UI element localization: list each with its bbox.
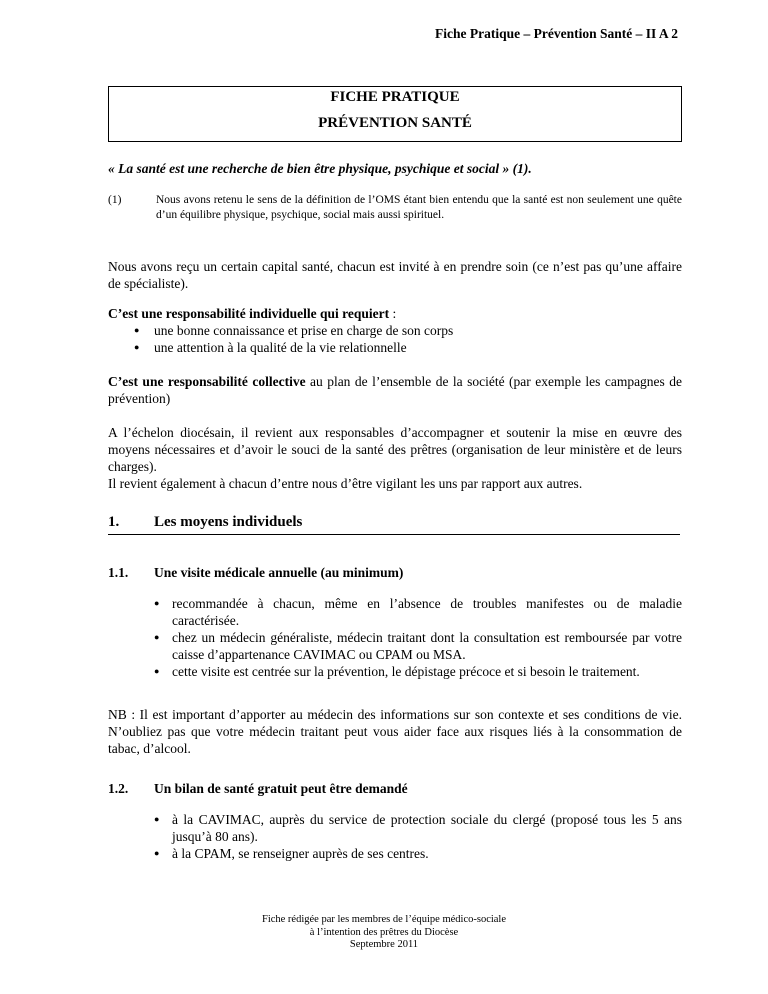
page-header: Fiche Pratique – Prévention Santé – II A 2	[435, 26, 678, 41]
individual-responsibility	[108, 305, 682, 356]
title-line-1: FICHE PRATIQUE	[330, 89, 460, 105]
list-item: ● une attention à la qualité de la vie relationnelle	[108, 339, 682, 356]
footnote	[108, 193, 682, 223]
subsection-number: 1.2.	[108, 781, 129, 796]
list-item: ● à la CAVIMAC, auprès du service de protection sociale du clergé (proposé tous les 5 ans jusqu’à 80 ans).	[154, 811, 682, 845]
subsection-heading-1-2	[108, 781, 408, 797]
footnote-text: Nous avons retenu le sens de la définition de l’OMS étant bien entendu que la santé est non seulement une quête d’un équilibre physique, psychique, social mais aussi spirituel.	[156, 194, 682, 221]
individual-lead-bold: C’est une responsabilité individuelle qui requiert	[108, 306, 390, 321]
subsection-title: Une visite médicale annuelle (au minimum)	[154, 565, 404, 580]
visit-list	[154, 595, 682, 680]
collective-lead-rest: au plan de l’ensemble de la société (par exemple les campagnes de prévention)	[108, 374, 682, 406]
list-item: ● cette visite est centrée sur la prévention, le dépistage précoce et si besoin le traitement.	[154, 663, 682, 680]
collective-lead-bold: C’est une responsabilité collective	[108, 374, 306, 389]
intro-paragraph: Nous avons reçu un certain capital santé, chacun est invité à en prendre soin (ce n’est pas qu’une affaire de spécialiste).	[108, 259, 682, 291]
checkup-list	[154, 811, 682, 862]
footer-line-3: Septembre 2011	[349, 939, 419, 950]
nb-paragraph: NB : Il est important d’apporter au médecin des informations sur son contexte et ses conditions de vie. N’oubliez pas que votre médecin traitant peut vous aider face aux risques liés à la consommation de tabac, d’alcool.	[108, 707, 682, 756]
diocese-paragraph	[108, 424, 682, 492]
subsection-number: 1.1.	[108, 565, 129, 580]
list-item: ● recommandée à chacun, même en l’absence de troubles manifestes ou de maladie caractérisée.	[154, 595, 682, 629]
footer-line-1: Fiche rédigée par les membres de l’équipe médico-sociale	[261, 914, 507, 925]
health-definition-quote: « La santé est une recherche de bien être physique, psychique et social » (1).	[108, 161, 532, 176]
subsection-title: Un bilan de santé gratuit peut être demandé	[154, 781, 408, 796]
section-number: 1.	[108, 514, 120, 530]
collective-responsibility	[108, 373, 682, 407]
diocese-text-2: Il revient également à chacun d’entre nous d’être vigilant les uns par rapport aux autres.	[108, 476, 583, 491]
title-line-2: PRÉVENTION SANTÉ	[318, 115, 472, 131]
list-item: ● chez un médecin généraliste, médecin traitant dont la consultation est remboursée par votre caisse d’appartenance CAVIMAC ou CPAM ou MSA.	[154, 629, 682, 663]
title-box	[108, 86, 682, 142]
footnote-number: (1)	[108, 194, 122, 206]
diocese-text-1: A l’échelon diocésain, il revient aux responsables d’accompagner et soutenir la mise en œuvre des moyens nécessaires et d’avoir le souci de la santé des prêtres (organisation de leur ministère et de leurs charges).	[108, 425, 682, 474]
section-heading-1	[108, 514, 680, 535]
list-item: ● une bonne connaissance et prise en charge de son corps	[108, 322, 682, 339]
section-title: Les moyens individuels	[154, 514, 303, 530]
subsection-heading-1-1	[108, 565, 403, 581]
page-footer	[0, 914, 768, 952]
footer-line-2: à l’intention des prêtres du Diocèse	[309, 926, 459, 938]
list-item: ● à la CPAM, se renseigner auprès de ses centres.	[154, 845, 682, 862]
individual-lead-rest: :	[389, 306, 397, 321]
